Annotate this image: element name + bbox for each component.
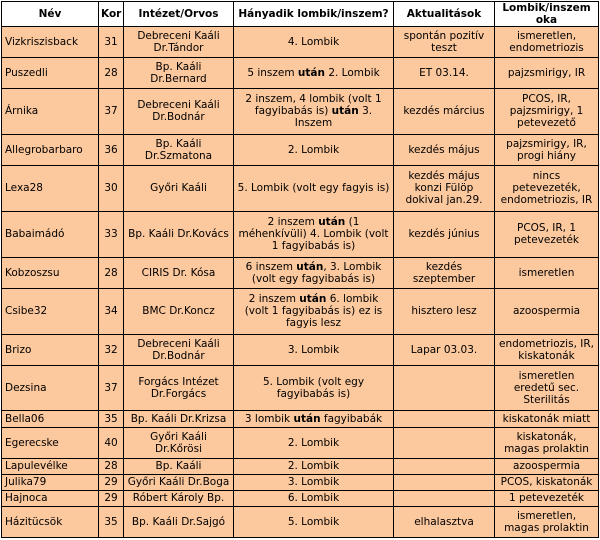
cell-reason: azoospermia [495, 458, 599, 474]
cell-name: Julika79 [2, 474, 99, 490]
cell-age: 40 [99, 427, 124, 458]
cell-age: 36 [99, 134, 124, 165]
cell-reason: ismeretlen, magas prolaktin [495, 506, 599, 537]
attempt-text: 3. Lombik [287, 476, 340, 489]
attempt-text: 5. Lombik [287, 515, 340, 528]
cell-attempt [234, 411, 394, 427]
cell-attempt [234, 27, 394, 58]
cell-institute: Győri Kaáli Dr.Boga [124, 474, 234, 490]
attempt-emphasis: után [331, 105, 359, 118]
table-row [2, 257, 599, 288]
cell-attempt [234, 458, 394, 474]
cell-age: 30 [99, 165, 124, 211]
cell-reason: 1 petevezeték [495, 490, 599, 506]
cell-institute: Győri Kaáli Dr.Kőrösi [124, 427, 234, 458]
cell-news [394, 474, 495, 490]
table-row [2, 211, 599, 257]
cell-news: elhalasztva [394, 506, 495, 537]
cell-reason: kiskatonák miatt [495, 411, 599, 427]
column-header-attempt: Hányadik lombik/inszem? [234, 2, 394, 27]
cell-name: Kobzoszsu [2, 257, 99, 288]
cell-name: Házitücsök [2, 506, 99, 537]
cell-institute: Bp. Kaáli Dr.Kovács [124, 211, 234, 257]
cell-name: Bella06 [2, 411, 99, 427]
attempt-text: 4. Lombik [287, 36, 340, 48]
cell-institute: Bp. Kaáli Dr.Sajgó [124, 506, 234, 537]
attempt-text: 5 inszem [247, 67, 298, 79]
cell-institute: Debreceni Kaáli Dr.Bodnár [124, 89, 234, 135]
column-header-news: Aktualitások [394, 2, 495, 27]
table-row [2, 411, 599, 427]
attempt-text: 2 inszem [248, 293, 300, 306]
cell-name: Puszedli [2, 58, 99, 89]
cell-news: kezdés március [394, 89, 495, 135]
cell-name: Vizkriszisback [2, 27, 99, 58]
attempt-emphasis: után [296, 260, 324, 273]
cell-news: kezdés május [394, 134, 495, 165]
attempt-text: 2. Lombik [287, 143, 340, 156]
cell-institute: Bp. Kaáli Dr.Bernard [124, 58, 234, 89]
cell-reason: ismeretlen, endometriozis [495, 27, 599, 58]
table-body [2, 27, 599, 538]
table-row [2, 506, 599, 537]
attempt-text: 2. Lombik [287, 460, 340, 473]
cell-institute: Debreceni Kaáli Dr.Bodnár [124, 334, 234, 365]
cell-news: kezdés június [394, 211, 495, 257]
cell-age: 37 [99, 89, 124, 135]
cell-attempt [234, 474, 394, 490]
cell-age: 31 [99, 27, 124, 58]
cell-age: 29 [99, 474, 124, 490]
cell-age: 28 [99, 257, 124, 288]
table-row [2, 334, 599, 365]
cell-news [394, 427, 495, 458]
cell-name: Dezsina [2, 365, 99, 411]
attempt-emphasis: után [318, 216, 346, 229]
cell-age: 32 [99, 334, 124, 365]
table-row [2, 58, 599, 89]
table-row [2, 288, 599, 334]
column-header-reason: Lombik/inszem oka [495, 2, 599, 27]
cell-attempt [234, 334, 394, 365]
attempt-text: 5. Lombik (volt egy fagyis is) [237, 182, 390, 195]
column-header-age: Kor [99, 2, 124, 27]
attempt-text: 2. Lombik [287, 436, 340, 449]
attempt-text: 5. Lombik (volt egy fagyibabás is) [262, 376, 365, 400]
cell-news: hisztero lesz [394, 288, 495, 334]
cell-institute: CIRIS Dr. Kósa [124, 257, 234, 288]
cell-news [394, 365, 495, 411]
attempt-text: 3. Lombik [287, 343, 340, 356]
cell-institute: Bp. Kaáli [124, 458, 234, 474]
cell-news: kezdés szeptember [394, 257, 495, 288]
cell-reason: nincs petevezeték, endometriozis, IR [495, 165, 599, 211]
attempt-text: fagyibabák [320, 413, 383, 425]
cell-attempt [234, 288, 394, 334]
cell-age: 28 [99, 58, 124, 89]
cell-reason: PCOS, kiskatonák [495, 474, 599, 490]
cell-attempt [234, 211, 394, 257]
attempt-text: 3 lombik [244, 413, 294, 425]
cell-attempt [234, 165, 394, 211]
table-row [2, 27, 599, 58]
table-row [2, 474, 599, 490]
cell-attempt [234, 257, 394, 288]
cell-name: Csibe32 [2, 288, 99, 334]
attempt-text: 3. Inszem [294, 105, 373, 130]
cell-news [394, 411, 495, 427]
attempt-text: , 3. Lombik (volt egy fagyibabás is) [251, 260, 382, 285]
cell-institute: Győri Kaáli [124, 165, 234, 211]
cell-news: Lapar 03.03. [394, 334, 495, 365]
cell-age: 33 [99, 211, 124, 257]
cell-news: kezdés május konzi Fülöp dokival jan.29. [394, 165, 495, 211]
cell-age: 35 [99, 411, 124, 427]
attempt-text: 2 inszem, 4 lombik (volt 1 fagyibabás is) [245, 93, 382, 118]
cell-age: 29 [99, 490, 124, 506]
cell-news [394, 458, 495, 474]
cell-name: Árnika [2, 89, 99, 135]
cell-reason: ismeretlen [495, 257, 599, 288]
cell-institute: Debreceni Kaáli Dr.Tándor [124, 27, 234, 58]
patient-table [1, 1, 599, 538]
cell-name: Lexa28 [2, 165, 99, 211]
table-row [2, 490, 599, 506]
cell-institute: Bp. Kaáli Dr.Krizsa [124, 411, 234, 427]
cell-attempt [234, 58, 394, 89]
attempt-emphasis: után [299, 293, 327, 306]
cell-reason: kiskatonák, magas prolaktin [495, 427, 599, 458]
cell-reason: pajzsmirigy, IR [495, 58, 599, 89]
cell-attempt [234, 134, 394, 165]
table-row [2, 427, 599, 458]
cell-news: ET 03.14. [394, 58, 495, 89]
cell-name: Hajnoca [2, 490, 99, 506]
table-row [2, 165, 599, 211]
cell-institute: Bp. Kaáli Dr.Szmatona [124, 134, 234, 165]
attempt-text: 6. Lombik [287, 492, 340, 505]
cell-name: Egerecske [2, 427, 99, 458]
table-row [2, 458, 599, 474]
attempt-emphasis: után [293, 413, 321, 425]
cell-name: Allegrobarbaro [2, 134, 99, 165]
column-header-institute: Intézet/Orvos [124, 2, 234, 27]
table-row [2, 365, 599, 411]
cell-attempt [234, 365, 394, 411]
cell-reason: endometriozis, IR, kiskatonák [495, 334, 599, 365]
cell-name: Babaimádó [2, 211, 99, 257]
cell-reason: PCOS, IR, 1 petevezeték [495, 211, 599, 257]
cell-attempt [234, 427, 394, 458]
column-header-name: Név [2, 2, 99, 27]
attempt-text: 6 inszem [245, 260, 297, 273]
cell-reason: azoospermia [495, 288, 599, 334]
cell-reason: PCOS, IR, pajzsmirigy, 1 petevezető [495, 89, 599, 135]
table-row [2, 134, 599, 165]
cell-age: 28 [99, 458, 124, 474]
cell-news [394, 490, 495, 506]
cell-institute: Forgács Intézet Dr.Forgács [124, 365, 234, 411]
cell-age: 37 [99, 365, 124, 411]
attempt-emphasis: után [297, 67, 325, 79]
cell-attempt [234, 506, 394, 537]
attempt-text: 2 inszem [267, 216, 319, 229]
cell-attempt [234, 490, 394, 506]
cell-attempt [234, 89, 394, 135]
cell-news: spontán pozitív teszt [394, 27, 495, 58]
cell-reason: ismeretlen eredetű sec. Sterilitás [495, 365, 599, 411]
cell-reason: pajzsmirigy, IR, progi hiány [495, 134, 599, 165]
cell-age: 35 [99, 506, 124, 537]
cell-name: Brizo [2, 334, 99, 365]
cell-age: 34 [99, 288, 124, 334]
attempt-text: 2. Lombik [324, 67, 380, 79]
header-row [2, 2, 599, 27]
attempt-text: (1 méhenkívüli) 4. Lombik (volt 1 fagyibabás is) [238, 216, 389, 253]
attempt-text: 6. lombik (volt 1 fagyibabás is) ez is fagyis lesz [244, 293, 383, 330]
cell-institute: Róbert Károly Bp. [124, 490, 234, 506]
cell-name: Lapulevélke [2, 458, 99, 474]
cell-institute: BMC Dr.Koncz [124, 288, 234, 334]
table-row [2, 89, 599, 135]
